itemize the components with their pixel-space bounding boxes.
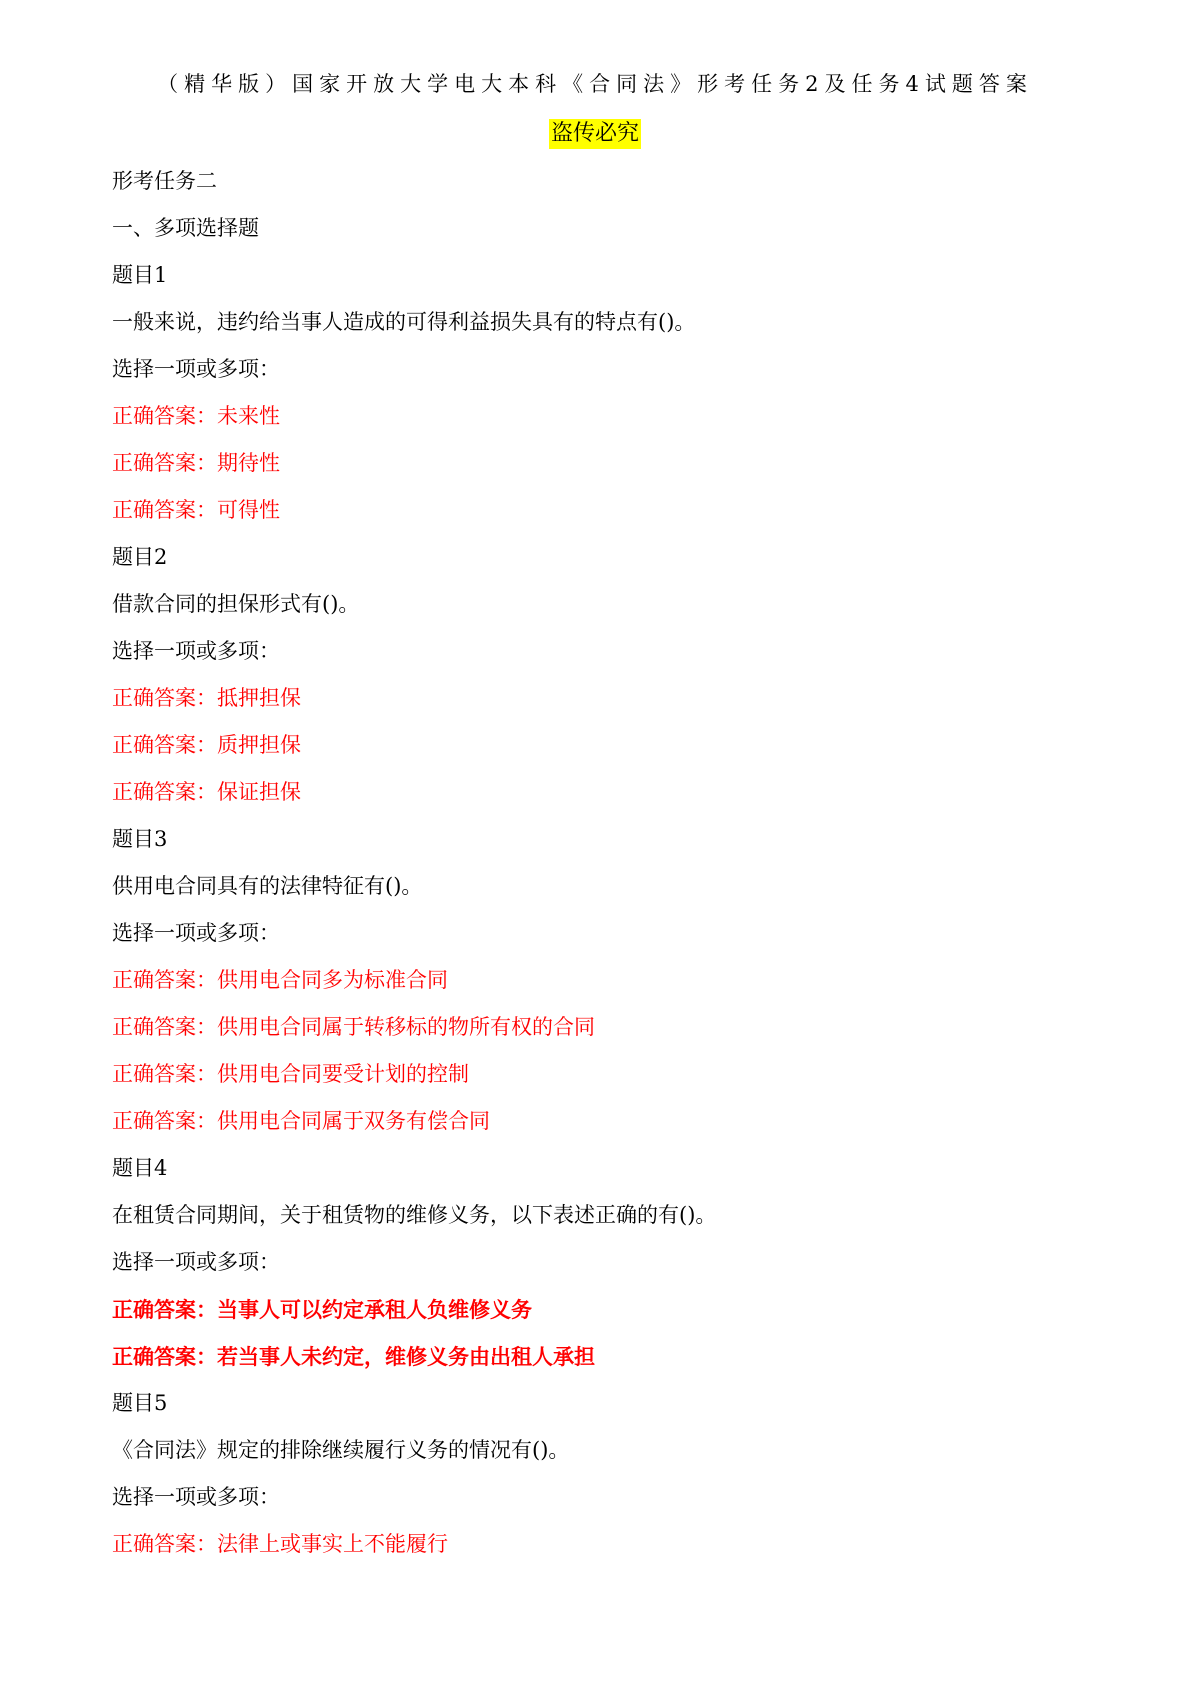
- answer-text: 未来性: [217, 404, 280, 428]
- question-block: [112, 252, 1112, 534]
- correct-answer: [112, 957, 1112, 1004]
- correct-answer: [112, 440, 1112, 487]
- choice-prompt: 选择一项或多项：: [112, 1485, 280, 1509]
- answer-prefix: 正确答案：: [112, 498, 217, 522]
- answer-prefix: 正确答案：: [112, 1344, 217, 1369]
- correct-answer: [112, 1004, 1112, 1051]
- anti-piracy-notice: 盗传必究: [549, 119, 641, 149]
- question-text: 供用电合同具有的法律特征有()。: [112, 874, 423, 898]
- answer-prefix: 正确答案：: [112, 451, 217, 475]
- correct-answer: [112, 675, 1112, 722]
- correct-answer: [112, 722, 1112, 769]
- question-label: 题目5: [112, 1391, 168, 1415]
- question-block: [112, 1145, 1112, 1380]
- answer-text: 供用电合同属于双务有偿合同: [217, 1109, 490, 1133]
- correct-answer: [112, 487, 1112, 534]
- answer-text: 期待性: [217, 451, 280, 475]
- answer-prefix: 正确答案：: [112, 1109, 217, 1133]
- answer-prefix: 正确答案：: [112, 1297, 217, 1322]
- document-title: （精华版）国家开放大学电大本科《合同法》形考任务2及任务4试题答案: [157, 72, 1033, 96]
- answer-text: 质押担保: [217, 733, 301, 757]
- question-text: 《合同法》规定的排除继续履行义务的情况有()。: [112, 1438, 570, 1462]
- answer-text: 保证担保: [217, 780, 301, 804]
- correct-answer: [112, 393, 1112, 440]
- document-body: [112, 158, 1112, 1568]
- warning-container: [0, 119, 1190, 149]
- correct-answer: [112, 1521, 1112, 1568]
- answer-text: 供用电合同多为标准合同: [217, 968, 448, 992]
- question-block: [112, 1380, 1112, 1568]
- correct-answer: [112, 769, 1112, 816]
- question-text: 在租赁合同期间，关于租赁物的维修义务，以下表述正确的有()。: [112, 1203, 717, 1227]
- answer-prefix: 正确答案：: [112, 686, 217, 710]
- choice-prompt: 选择一项或多项：: [112, 639, 280, 663]
- answer-text: 抵押担保: [217, 686, 301, 710]
- correct-answer: [112, 1051, 1112, 1098]
- question-block: [112, 816, 1112, 1145]
- answer-text: 可得性: [217, 498, 280, 522]
- choice-prompt: 选择一项或多项：: [112, 1250, 280, 1274]
- question-label: 题目3: [112, 827, 168, 851]
- question-text: 借款合同的担保形式有()。: [112, 592, 360, 616]
- correct-answer: [112, 1286, 1112, 1333]
- answer-text: 供用电合同要受计划的控制: [217, 1062, 469, 1086]
- section-title: 形考任务二: [112, 169, 217, 193]
- choice-prompt: 选择一项或多项：: [112, 357, 280, 381]
- answer-text: 若当事人未约定，维修义务由出租人承担: [217, 1344, 595, 1369]
- part-title: 一、多项选择题: [112, 216, 259, 240]
- question-text: 一般来说，违约给当事人造成的可得利益损失具有的特点有()。: [112, 310, 696, 334]
- question-label: 题目2: [112, 545, 168, 569]
- answer-text: 供用电合同属于转移标的物所有权的合同: [217, 1015, 595, 1039]
- answer-text: 当事人可以约定承租人负维修义务: [217, 1297, 532, 1322]
- question-block: [112, 534, 1112, 816]
- answer-prefix: 正确答案：: [112, 780, 217, 804]
- answer-prefix: 正确答案：: [112, 1015, 217, 1039]
- answer-prefix: 正确答案：: [112, 1532, 217, 1556]
- choice-prompt: 选择一项或多项：: [112, 921, 280, 945]
- correct-answer: [112, 1333, 1112, 1380]
- answer-prefix: 正确答案：: [112, 968, 217, 992]
- question-label: 题目1: [112, 263, 168, 287]
- answer-text: 法律上或事实上不能履行: [217, 1532, 448, 1556]
- answer-prefix: 正确答案：: [112, 733, 217, 757]
- question-label: 题目4: [112, 1156, 168, 1180]
- correct-answer: [112, 1098, 1112, 1145]
- answer-prefix: 正确答案：: [112, 404, 217, 428]
- answer-prefix: 正确答案：: [112, 1062, 217, 1086]
